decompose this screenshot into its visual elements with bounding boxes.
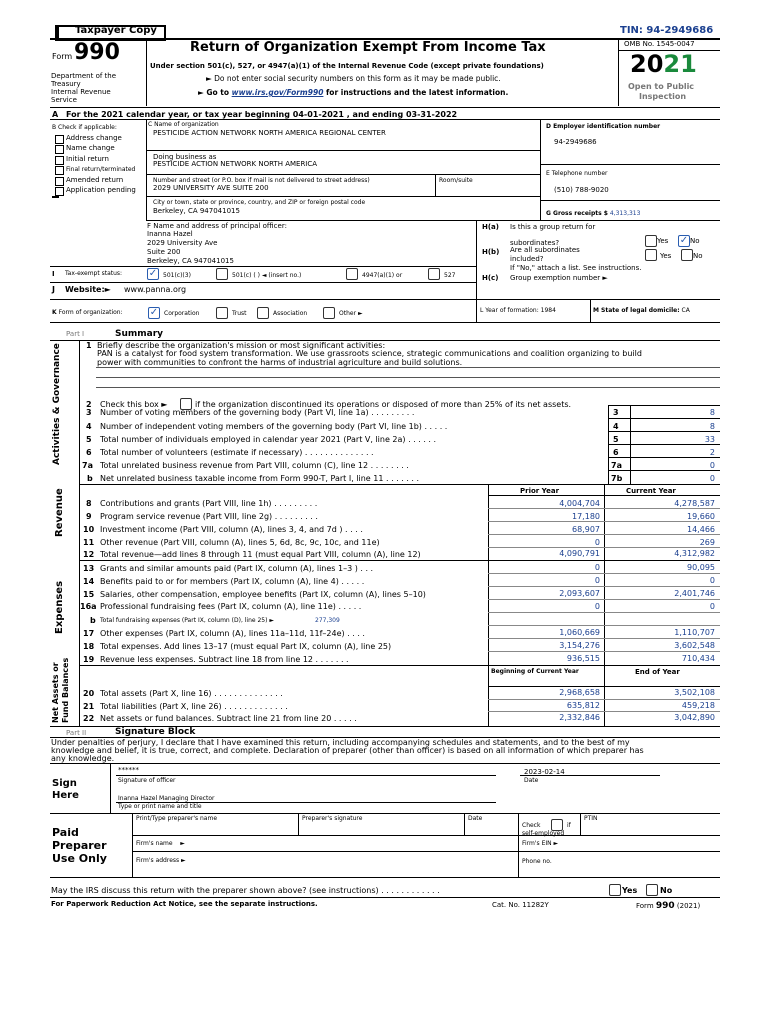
part1-tag: Part I <box>66 330 85 338</box>
line14-prior: 0 <box>594 576 600 585</box>
hb-text1: Are all subordinates <box>510 246 580 254</box>
line-i-label: I <box>52 270 55 278</box>
b-item-6[interactable]: Application pending <box>55 186 136 194</box>
line5-text: Total number of individuals employed in calendar year 2021 (Part V, line 2a) . . . . . . <box>100 435 437 444</box>
hb-note: If "No," attach a list. See instructions. <box>510 264 642 272</box>
ha-no-checkbox[interactable]: ✓ <box>679 235 689 246</box>
line13-text: Grants and similar amounts paid (Part IX, column (A), lines 1–3 ) . . . <box>100 564 374 573</box>
status-501c-label: 501(c) ( ) ◄ (insert no.) <box>232 272 302 279</box>
line4-value: 8 <box>709 422 715 431</box>
side-net-assets-2: Fund Balances <box>61 657 70 723</box>
line15-num: 15 <box>83 590 95 599</box>
officer-line2: 2029 University Ave <box>147 239 218 247</box>
line1-text: Briefly describe the organization's mission or most significant activities: <box>97 341 386 350</box>
line15-current: 2,401,746 <box>674 589 715 598</box>
line20-text: Total assets (Part X, line 16) . . . . . . . . . . . . . . <box>100 689 283 698</box>
form-prefix: Form <box>52 52 73 61</box>
dba-label: Doing business as <box>153 153 217 161</box>
officer-signature: ****** <box>118 766 139 774</box>
line3-num: 3 <box>86 408 92 417</box>
b-item-1[interactable]: Address change <box>55 134 122 142</box>
ssn-note: ► Do not enter social security numbers on this form as it may be made public. <box>206 74 501 83</box>
perjury-line1: Under penalties of perjury, I declare that I have examined this return, including accompanying schedules and statements, and to the best of my <box>51 738 630 747</box>
k-trust-checkbox[interactable] <box>216 307 228 319</box>
ha-yes-label: Yes <box>657 237 669 245</box>
line7a-num: 7a <box>82 461 93 470</box>
sign-label-1: Sign <box>52 778 77 789</box>
ptin-label: PTIN <box>584 815 598 822</box>
line14-current: 0 <box>709 576 715 585</box>
dept-line4: Service <box>51 96 77 104</box>
section-b-label: B Check if applicable: <box>52 124 117 131</box>
org-name-label: C Name of organization <box>148 121 219 128</box>
line10-num: 10 <box>83 525 95 534</box>
col-end-year: End of Year <box>635 668 680 676</box>
ha-text1: Is this a group return for <box>510 223 596 231</box>
line12-current: 4,312,982 <box>674 549 715 558</box>
dept-line1: Department of the <box>51 72 117 80</box>
line20-prior: 2,968,658 <box>559 688 600 697</box>
dba-name: PESTICIDE ACTION NETWORK NORTH AMERICA <box>153 160 318 168</box>
line8-text: Contributions and grants (Part VIII, line 1h) . . . . . . . . . <box>100 499 318 508</box>
line18-num: 18 <box>83 642 95 651</box>
firm-address-label: Firm's address ► <box>136 857 186 864</box>
open-public-line1: Open to Public <box>628 82 695 91</box>
side-activities-governance: Activities & Governance <box>52 343 62 465</box>
line12-num: 12 <box>83 550 95 559</box>
line7a-value: 0 <box>709 461 715 470</box>
tin-label: TIN: 94-2949686 <box>620 25 714 36</box>
line19-current: 710,434 <box>681 654 715 663</box>
line-j-label: J <box>52 285 55 294</box>
paid-label: Paid <box>52 826 79 839</box>
hb-text2: included? <box>510 255 544 263</box>
cat-number: Cat. No. 11282Y <box>492 901 549 909</box>
check-label: Check <box>522 822 541 829</box>
line-k-text: K Form of organization: <box>52 309 123 316</box>
hb-no-checkbox[interactable] <box>681 249 693 261</box>
k-association-checkbox[interactable] <box>257 307 269 319</box>
mission-line2: power with communities to confront the harms of industrial agriculture and build solutions. <box>97 358 463 367</box>
line16b-text: Total fundraising expenses (Part IX, column (D), line 25) ► <box>100 617 274 624</box>
side-expenses: Expenses <box>54 580 65 634</box>
b-item-2[interactable]: Name change <box>55 144 115 152</box>
line10-current: 14,466 <box>687 525 715 534</box>
line6-num: 6 <box>86 448 92 457</box>
line2-text-a: Check this box ► <box>100 400 168 409</box>
line21-text: Total liabilities (Part X, line 26) . . . . . . . . . . . . . <box>100 702 288 711</box>
firm-ein-label: Firm's EIN ► <box>522 840 559 847</box>
status-501c-checkbox[interactable] <box>216 268 228 280</box>
officer-line4: Berkeley, CA 947041015 <box>147 257 234 265</box>
line11-prior: 0 <box>594 538 600 547</box>
line16a-text: Professional fundraising fees (Part IX, column (A), line 11e) . . . . . <box>100 602 362 611</box>
preparer-name-label: Print/Type preparer's name <box>136 815 218 822</box>
part1-title: Summary <box>115 329 164 339</box>
line16a-num: 16a <box>80 602 97 611</box>
line3-text: Number of voting members of the governing body (Part VI, line 1a) . . . . . . . . . <box>100 408 415 417</box>
discuss-no-checkbox[interactable] <box>646 884 658 896</box>
omb-number: OMB No. 1545-0047 <box>624 40 695 48</box>
phone-no-label: Phone no. <box>522 858 552 865</box>
ha-text2: subordinates? <box>510 239 560 247</box>
line13-num: 13 <box>83 564 95 573</box>
phone-value: (510) 788-9020 <box>554 186 609 194</box>
line8-current: 4,278,587 <box>674 499 715 508</box>
line16b-num: b <box>90 616 96 625</box>
col-prior-year: Prior Year <box>520 487 560 495</box>
status-501c3-checkbox[interactable]: ✓ <box>148 268 158 279</box>
officer-name-title: Inanna Hazel Managing Director <box>118 795 215 802</box>
dept-line3: Internal Revenue <box>51 88 111 96</box>
line21-current: 459,218 <box>681 701 715 710</box>
discuss-yes-checkbox[interactable] <box>609 884 621 896</box>
preparer-sig-label: Preparer's signature <box>302 815 363 822</box>
hb-yes-checkbox[interactable] <box>645 249 657 261</box>
line6-text: Total number of volunteers (estimate if necessary) . . . . . . . . . . . . . . <box>100 448 374 457</box>
line-j-text: Website:► <box>65 285 111 294</box>
line7b-value: 0 <box>709 474 715 483</box>
line17-num: 17 <box>83 629 95 638</box>
line22-text: Net assets or fund balances. Subtract line 21 from line 20 . . . . . <box>100 714 357 723</box>
line6-value: 2 <box>709 448 715 457</box>
line16b-value: 277,309 <box>315 617 340 624</box>
perjury-line3: any knowledge. <box>51 754 115 763</box>
line16a-current: 0 <box>709 602 715 611</box>
side-revenue: Revenue <box>54 488 65 537</box>
line8-prior: 4,004,704 <box>559 499 600 508</box>
preparer-date-label: Date <box>468 815 483 822</box>
line7a-text: Total unrelated business revenue from Part VIII, column (C), line 12 . . . . . . . . <box>100 461 409 470</box>
line2-text-b: if the organization discontinued its operations or disposed of more than 25% of its net assets. <box>195 400 572 409</box>
k-corporation-checkbox[interactable]: ✓ <box>149 307 159 318</box>
line-i-text: Tax-exempt status: <box>65 270 123 277</box>
line15-prior: 2,093,607 <box>559 589 600 598</box>
line17-prior: 1,060,669 <box>559 628 600 637</box>
col-current-year: Current Year <box>626 487 676 495</box>
line6-box: 6 <box>613 448 619 457</box>
officer-name-label: Type or print name and title <box>118 803 202 810</box>
tax-year: 2021 <box>630 50 697 78</box>
line12-text: Total revenue—add lines 8 through 11 (must equal Part VIII, column (A), line 12) <box>100 550 421 559</box>
line9-text: Program service revenue (Part VIII, line 2g) . . . . . . . . . <box>100 512 318 521</box>
line12-prior: 4,090,791 <box>559 549 600 558</box>
mission-line1: PAN is a catalyst for food system transformation. We use grassroots science, strategic communications and coalition organizing to build <box>97 349 642 358</box>
line13-prior: 0 <box>594 563 600 572</box>
line3-box: 3 <box>613 408 619 417</box>
ein-value: 94-2949686 <box>554 138 597 146</box>
line7b-text: Net unrelated business taxable income from Form 990-T, Part I, line 11 . . . . . . . <box>100 474 420 483</box>
discuss-question: May the IRS discuss this return with the preparer shown above? (see instructions) . . . . . . . . . . . . <box>51 886 440 895</box>
side-net-assets-1: Net Assets or <box>51 662 60 723</box>
line-a-text: For the 2021 calendar year, or tax year beginning 04-01-2021 , and ending 03-31-2022 <box>66 110 458 119</box>
b-item-4[interactable]: Final return/terminated <box>55 166 135 173</box>
line4-box: 4 <box>613 422 619 431</box>
line10-prior: 68,907 <box>572 525 600 534</box>
ein-label: D Employer identification number <box>546 123 661 130</box>
line22-num: 22 <box>83 714 95 723</box>
line17-current: 1,110,707 <box>674 628 715 637</box>
b-item-3[interactable]: Initial return <box>55 155 109 163</box>
line11-text: Other revenue (Part VIII, column (A), lines 5, 6d, 8c, 9c, 10c, and 11e) <box>100 538 380 547</box>
k-other-label: Other ► <box>339 310 363 317</box>
line14-num: 14 <box>83 577 95 586</box>
officer-label: F Name and address of principal officer: <box>147 222 287 230</box>
phone-label: E Telephone number <box>546 170 608 177</box>
self-employed-label: self-employed <box>522 830 565 837</box>
hb-yes-label: Yes <box>660 252 672 260</box>
line18-prior: 3,154,276 <box>559 641 600 650</box>
line7a-box: 7a <box>611 461 622 470</box>
line1-num: 1 <box>86 341 92 350</box>
officer-line1: Inanna Hazel <box>147 230 193 238</box>
hb-label: H(b) <box>482 248 500 256</box>
part2-tag: Part II <box>66 729 87 737</box>
form-title: Return of Organization Exempt From Income Tax <box>190 40 546 55</box>
paperwork-notice: For Paperwork Reduction Act Notice, see the separate instructions. <box>51 900 318 908</box>
line19-prior: 936,515 <box>566 654 600 663</box>
street-label: Number and street (or P.O. box if mail is not delivered to street address) <box>153 177 370 184</box>
room-label: Room/suite <box>439 177 473 184</box>
line4-num: 4 <box>86 422 92 431</box>
city-label: City or town, state or province, country, and ZIP or foreign postal code <box>153 199 366 206</box>
line5-num: 5 <box>86 435 92 444</box>
line18-text: Total expenses. Add lines 13–17 (must equal Part IX, column (A), line 25) <box>100 642 392 651</box>
k-trust-label: Trust <box>232 310 247 317</box>
preparer-label: Preparer <box>52 839 107 852</box>
line20-current: 3,502,108 <box>674 688 715 697</box>
open-public-line2: Inspection <box>639 92 687 101</box>
status-527-checkbox[interactable] <box>428 268 440 280</box>
col-beginning-year: Beginning of Current Year <box>491 668 579 675</box>
line8-num: 8 <box>86 499 92 508</box>
status-527-label: 527 <box>444 272 456 279</box>
use-only-label: Use Only <box>52 852 107 865</box>
line9-current: 19,660 <box>687 512 715 521</box>
year-formation: L Year of formation: 1984 <box>480 307 556 314</box>
firm-name-label: Firm's name ► <box>136 840 185 847</box>
street-value: 2029 UNIVERSITY AVE SUITE 200 <box>153 184 269 192</box>
line5-box: 5 <box>613 435 619 444</box>
line3-value: 8 <box>709 408 715 417</box>
line20-num: 20 <box>83 689 95 698</box>
date-label: Date <box>524 777 539 784</box>
line21-num: 21 <box>83 702 95 711</box>
status-4947-label: 4947(a)(1) or <box>362 272 403 279</box>
line13-current: 90,095 <box>687 563 715 572</box>
line9-prior: 17,180 <box>572 512 600 521</box>
ha-label: H(a) <box>482 223 499 231</box>
org-name: PESTICIDE ACTION NETWORK NORTH AMERICA REGIONAL CENTER <box>153 129 386 137</box>
if-label: if <box>567 822 571 829</box>
form-subtitle: Under section 501(c), 527, or 4947(a)(1) of the Internal Revenue Code (except private foundations) <box>150 62 544 70</box>
line22-prior: 2,332,846 <box>559 713 600 722</box>
line17-text: Other expenses (Part IX, column (A), lines 11a–11d, 11f–24e) . . . . <box>100 629 365 638</box>
k-corporation-label: Corporation <box>164 310 200 317</box>
status-501c3-label: 501(c)(3) <box>163 272 191 279</box>
perjury-line2: knowledge and belief, it is true, correct, and complete. Declaration of preparer (other than officer) is based on all information of which preparer has <box>51 746 644 755</box>
dept-line2: Treasury <box>51 80 81 88</box>
line11-num: 11 <box>83 538 95 547</box>
k-other-checkbox[interactable] <box>323 307 335 319</box>
irs-link[interactable]: www.irs.gov/Form990 <box>231 88 324 97</box>
line-a-label: A <box>52 110 59 119</box>
sign-label-2: Here <box>52 790 79 801</box>
discuss-yes-label: Yes <box>622 886 638 895</box>
sign-date: 2023-02-14 <box>524 768 565 776</box>
ha-no-label: No <box>690 237 700 245</box>
line18-current: 3,602,548 <box>674 641 715 650</box>
hb-no-label: No <box>693 252 703 260</box>
status-4947-checkbox[interactable] <box>346 268 358 280</box>
hc-text: Group exemption number ► <box>510 274 608 282</box>
hc-label: H(c) <box>482 274 499 282</box>
form-number: 990 <box>74 40 120 65</box>
ha-yes-checkbox[interactable] <box>645 235 657 247</box>
taxpayer-copy-label: Taxpayer Copy <box>75 25 157 36</box>
line15-text: Salaries, other compensation, employee benefits (Part IX, column (A), lines 5–10) <box>100 590 426 599</box>
line4-text: Number of independent voting members of the governing body (Part VI, line 1b) . . . . . <box>100 422 448 431</box>
state-domicile: M State of legal domicile: CA <box>593 307 690 314</box>
b-marker <box>52 196 59 198</box>
signature-label: Signature of officer <box>118 777 176 784</box>
line7b-box: 7b <box>611 474 623 483</box>
gross-receipts: G Gross receipts $ 4,313,313 <box>546 210 641 217</box>
line21-prior: 635,812 <box>566 701 600 710</box>
footer-form-id: Form 990 (2021) <box>636 901 701 911</box>
b-item-5[interactable]: Amended return <box>55 176 123 184</box>
website-url[interactable]: www.panna.org <box>124 285 187 294</box>
line19-text: Revenue less expenses. Subtract line 18 from line 12 . . . . . . . <box>100 655 349 664</box>
line9-num: 9 <box>86 512 92 521</box>
line7b-num: b <box>87 474 93 483</box>
instructions-note: ► Go to www.irs.gov/Form990 for instructions and the latest information. <box>198 88 509 97</box>
line22-current: 3,042,890 <box>674 713 715 722</box>
discuss-no-label: No <box>660 886 673 895</box>
line2-num: 2 <box>86 400 92 409</box>
line10-text: Investment income (Part VIII, column (A), lines 3, 4, and 7d ) . . . . <box>100 525 363 534</box>
line5-value: 33 <box>704 435 715 444</box>
part2-title: Signature Block <box>115 727 196 737</box>
line11-current: 269 <box>699 538 715 547</box>
line16a-prior: 0 <box>594 602 600 611</box>
k-association-label: Association <box>273 310 308 317</box>
city-value: Berkeley, CA 947041015 <box>153 207 240 215</box>
line14-text: Benefits paid to or for members (Part IX, column (A), line 4) . . . . . <box>100 577 365 586</box>
officer-line3: Suite 200 <box>147 248 181 256</box>
line19-num: 19 <box>83 655 95 664</box>
